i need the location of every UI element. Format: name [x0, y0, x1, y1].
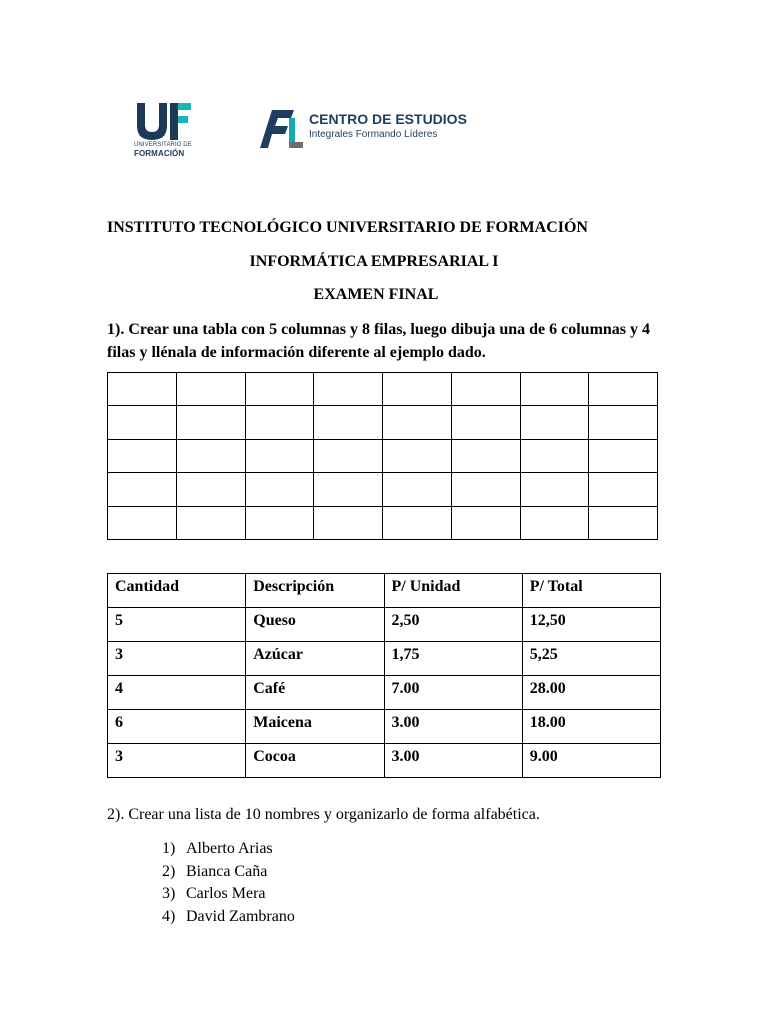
table-row [108, 676, 661, 710]
table-cell: Café [246, 676, 384, 710]
table-cell: 9.00 [522, 744, 660, 778]
grid-cell [176, 439, 245, 472]
grid-cell [451, 473, 520, 506]
header-precio-total: P/ Total [522, 574, 660, 608]
uf-logo-mark [134, 101, 192, 141]
list-item [162, 883, 295, 906]
list-item [162, 861, 295, 884]
grid-cell [245, 506, 314, 539]
names-list [162, 838, 295, 929]
table-cell: 18.00 [522, 710, 660, 744]
grid-cell [383, 406, 452, 439]
grid-cell [589, 439, 658, 472]
table-row [108, 608, 661, 642]
grid-cell [520, 373, 589, 406]
grid-cell [451, 406, 520, 439]
list-item-name: Bianca Caña [186, 862, 268, 880]
table-cell: 6 [108, 710, 246, 744]
grid-cell [245, 439, 314, 472]
grid-cell [520, 406, 589, 439]
grid-cell [589, 373, 658, 406]
grid-cell [108, 373, 177, 406]
uf-logo-subtitle: UNIVERSITARIO DE [134, 142, 192, 148]
table-cell: Azúcar [246, 642, 384, 676]
grid-row [108, 473, 658, 506]
list-item-number: 1) [162, 840, 176, 857]
table-cell: Maicena [246, 710, 384, 744]
table-cell: 3.00 [384, 710, 522, 744]
header-precio-unidad: P/ Unidad [384, 574, 522, 608]
product-table [107, 573, 661, 778]
list-item [162, 838, 295, 861]
empty-grid-body [108, 373, 658, 540]
grid-cell [451, 373, 520, 406]
list-item [162, 906, 295, 929]
grid-cell [589, 406, 658, 439]
grid-cell [108, 506, 177, 539]
table-cell: 2,50 [384, 608, 522, 642]
table-cell: 3.00 [384, 744, 522, 778]
table-cell: 4 [108, 676, 246, 710]
centro-estudios-logo [258, 108, 478, 152]
question-1: 1). Crear una tabla con 5 columnas y 8 filas, luego dibuja una de 6 columnas y 4 filas y llénala de información diferente al ejemplo dado. [107, 321, 651, 361]
grid-cell [589, 473, 658, 506]
grid-cell [451, 506, 520, 539]
list-item-name: David Zambrano [186, 908, 295, 926]
list-item-name: Carlos Mera [186, 885, 266, 903]
grid-cell [520, 439, 589, 472]
table-row [108, 744, 661, 778]
grid-row [108, 506, 658, 539]
grid-cell [314, 473, 383, 506]
grid-cell [383, 473, 452, 506]
grid-cell [383, 373, 452, 406]
centro-estudios-title: CENTRO DE ESTUDIOS [309, 111, 467, 127]
grid-cell [451, 439, 520, 472]
subject-heading: INFORMÁTICA EMPRESARIAL I [249, 253, 499, 270]
grid-cell [314, 406, 383, 439]
grid-cell [520, 473, 589, 506]
grid-cell [176, 406, 245, 439]
table-row [108, 642, 661, 676]
empty-grid-table [107, 372, 658, 540]
grid-row [108, 439, 658, 472]
list-item-number: 2) [162, 862, 176, 880]
table-cell: 5,25 [522, 642, 660, 676]
grid-cell [314, 373, 383, 406]
grid-cell [520, 506, 589, 539]
grid-cell [176, 373, 245, 406]
header-cantidad: Cantidad [108, 574, 246, 608]
product-table-header-row [108, 574, 661, 608]
table-cell: 28.00 [522, 676, 660, 710]
centro-estudios-subtitle: Integrales Formando Líderes [309, 129, 438, 140]
uf-logo [134, 101, 196, 165]
list-item-name: Alberto Arias [186, 840, 273, 857]
question-2: 2). Crear una lista de 10 nombres y organizarlo de forma alfabética. [107, 806, 540, 823]
grid-cell [245, 373, 314, 406]
table-cell: 3 [108, 744, 246, 778]
grid-cell [589, 506, 658, 539]
grid-cell [108, 406, 177, 439]
grid-cell [176, 506, 245, 539]
table-cell: 12,50 [522, 608, 660, 642]
table-cell: 3 [108, 642, 246, 676]
grid-cell [314, 506, 383, 539]
grid-row [108, 373, 658, 406]
grid-cell [245, 473, 314, 506]
grid-row [108, 406, 658, 439]
exam-heading: EXAMEN FINAL [313, 286, 439, 303]
grid-cell [383, 439, 452, 472]
grid-cell [108, 473, 177, 506]
centro-estudios-logo-mark [258, 108, 304, 150]
table-cell: Cocoa [246, 744, 384, 778]
institution-heading: INSTITUTO TECNOLÓGICO UNIVERSITARIO DE FORMACIÓN [107, 219, 588, 236]
grid-cell [245, 406, 314, 439]
grid-cell [314, 439, 383, 472]
list-item-number: 4) [162, 908, 176, 926]
grid-cell [108, 439, 177, 472]
table-cell: 7.00 [384, 676, 522, 710]
table-cell: 1,75 [384, 642, 522, 676]
grid-cell [176, 473, 245, 506]
grid-cell [383, 506, 452, 539]
list-item-number: 3) [162, 885, 176, 903]
table-cell: 5 [108, 608, 246, 642]
header-descripcion: Descripción [246, 574, 384, 608]
table-row [108, 710, 661, 744]
table-cell: Queso [246, 608, 384, 642]
uf-logo-name: FORMACIÓN [134, 149, 185, 158]
